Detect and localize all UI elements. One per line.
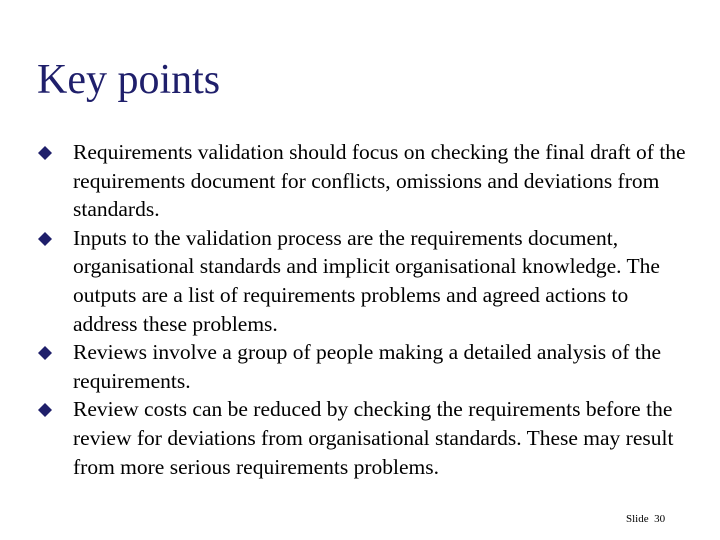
bullet-text: Reviews involve a group of people making a detailed analysis of the requirements. (73, 340, 662, 393)
bullet-item (0, 338, 693, 395)
slide-title: Key points (37, 57, 221, 103)
slide-number-value: 30 (654, 513, 666, 525)
bullet-list (0, 138, 720, 481)
diamond-bullet-icon (37, 402, 53, 418)
diamond-bullet-icon (37, 231, 53, 247)
bullet-item (0, 395, 693, 481)
slide-label: Slide (626, 513, 649, 525)
bullet-item (0, 138, 693, 224)
diamond-bullet-icon (37, 345, 53, 361)
bullet-text: Requirements validation should focus on checking the final draft of the requirements document for conflicts, omissions and deviations from standards. (73, 140, 686, 222)
bullet-item (0, 224, 693, 338)
slide-number (626, 512, 665, 526)
bullet-text: Review costs can be reduced by checking the requirements before the review for deviations from organisational standards. These may result from more serious requirements problems. (73, 397, 674, 479)
bullet-text: Inputs to the validation process are the requirements document, organisational standards and implicit organisational knowledge. The outputs are a list of requirements problems and agreed actions to address these problems. (73, 225, 660, 336)
diamond-bullet-icon (37, 145, 53, 161)
